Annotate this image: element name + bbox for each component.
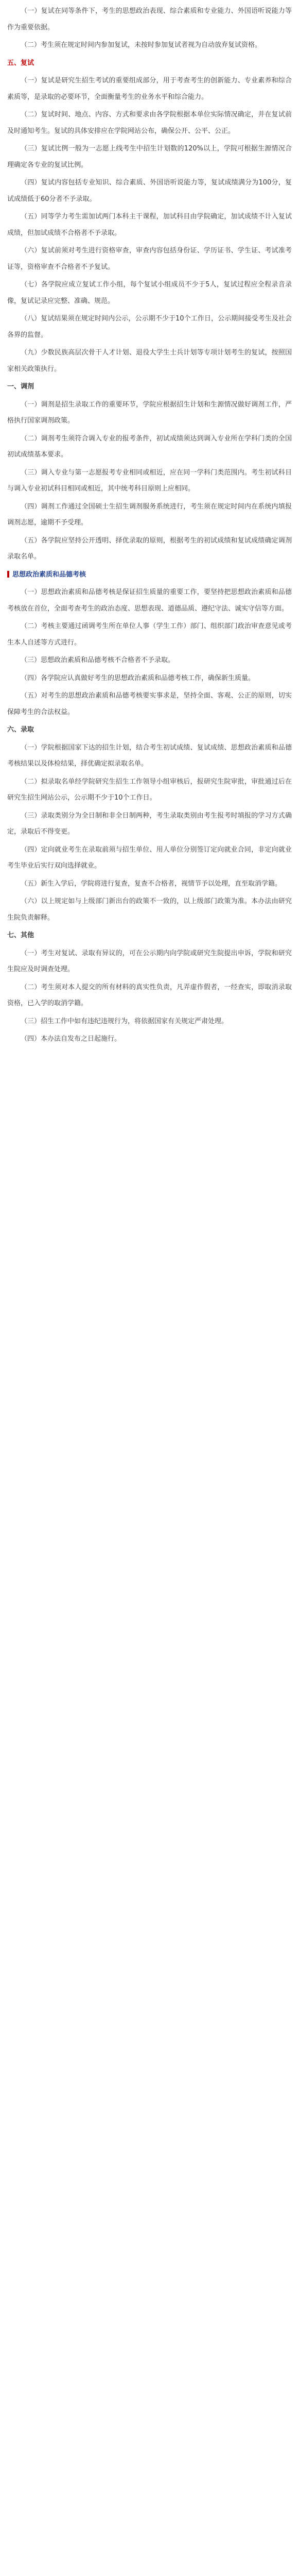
paragraph: （六）以上规定如与上级部门新出台的政策不一致的，以上级部门政策为准。本办法由研究生院负责解释。 [7, 897, 292, 922]
section-heading-text: 一、调剂 [7, 383, 34, 391]
paragraph: （二）考生须在规定时间内参加复试，未按时参加复试者视为自动放弃复试资格。 [21, 41, 262, 49]
section-heading-text: 七、其他 [7, 931, 34, 939]
section-heading [7, 379, 292, 395]
paragraph: （二）调剂考生须符合调入专业的报考条件，初试成绩须达到调入专业所在学科门类的全国初试成绩基本要求。 [7, 434, 292, 459]
paragraph: （三）录取类别分为全日制和非全日制两种，考生录取类别由考生报考时填报的学习方式确定，录取后不得变更。 [7, 811, 292, 836]
paragraph: （二）拟录取名单经学院研究生招生工作领导小组审核后，报研究生院审批，审批通过后在研究生招生网站公示，公示期不少于10个工作日。 [7, 777, 292, 802]
paragraph: （三）复试比例一般为一志愿上线考生中招生计划数的120%以上，学院可根据生源情况合理确定各专业的复试比例。 [7, 145, 292, 169]
paragraph: （一）考生对复试、录取有异议的，可在公示期内向学院或研究生院提出申诉，学院和研究生院应及时调查处理。 [7, 949, 292, 973]
section-heading [7, 927, 292, 944]
section-heading-text: 五、复试 [7, 59, 34, 67]
paragraph: （二）复试时间、地点、内容、方式和要求由各学院根据本单位实际情况确定，并在复试前及时通知考生。复试的具体安排应在学院网站公布，确保公开、公平、公正。 [7, 111, 292, 135]
paragraph: （一）调剂是招生录取工作的重要环节，学院应根据招生计划和生源情况做好调剂工作，严格执行国家调剂政策。 [7, 400, 292, 425]
heading-marker-icon [7, 571, 9, 578]
paragraph: （四）复试内容包括专业知识、综合素质、外国语听说能力等，复试成绩满分为100分，复试成绩低于60分者不予录取。 [7, 179, 292, 203]
paragraph: （七）各学院应成立复试工作小组，每个复试小组成员不少于5人，复试过程应全程录音录像，复试记录应完整、准确、规范。 [7, 281, 292, 305]
paragraph: （四）调剂工作通过全国硕士生招生调剂服务系统进行，考生须在规定时间内在系统内填报调剂志愿，逾期不予受理。 [7, 502, 292, 527]
section-heading [7, 55, 292, 72]
paragraph: （五）新生入学后，学院将进行复查，复查不合格者，视情节予以处理，直至取消学籍。 [21, 879, 282, 888]
section-heading [7, 567, 292, 583]
paragraph: （四）各学院应认真做好考生的思想政治素质和品德考核工作，确保新生质量。 [21, 674, 255, 682]
paragraph: （一）思想政治素质和品德考核是保证招生质量的重要工作，要坚持把思想政治素质和品德考核放在首位，全面考查考生的政治态度、思想表现、道德品质、遵纪守法、诚实守信等方面。 [7, 588, 292, 613]
paragraph: （五）各学院应坚持公开透明、择优录取的原则，根据考生的初试成绩和复试成绩确定调剂录取名单。 [7, 536, 292, 561]
paragraph: （五）同等学力考生需加试两门本科主干课程，加试科目由学院确定，加试成绩不计入复试成绩，但加试成绩不合格者不予录取。 [7, 213, 292, 237]
section-heading-text: 六、录取 [7, 726, 34, 734]
paragraph: （一）复试是研究生招生考试的重要组成部分，用于考查考生的创新能力、专业素养和综合素质等，是录取的必要环节，全面衡量考生的业务水平和综合能力。 [7, 77, 292, 101]
paragraph: （一）学院根据国家下达的招生计划，结合考生初试成绩、复试成绩、思想政治素质和品德考核结果以及体检结果，择优确定拟录取名单。 [7, 743, 292, 768]
paragraph: （二）考生须对本人提交的所有材料的真实性负责，凡弄虚作假者，一经查实，即取消录取资格，已入学的取消学籍。 [7, 983, 292, 1007]
paragraph: （九）少数民族高层次骨干人才计划、退役大学生士兵计划等专项计划考生的复试，按照国家相关政策执行。 [7, 349, 292, 373]
paragraph: （八）复试结果须在规定时间内公示，公示期不少于10个工作日，公示期间接受考生及社会各界的监督。 [7, 315, 292, 339]
paragraph: （三）思想政治素质和品德考核不合格者不予录取。 [21, 656, 175, 664]
paragraph: （六）复试前须对考生进行资格审查，审查内容包括身份证、学历证书、学生证、考试准考证等，资格审查不合格者不予复试。 [7, 247, 292, 271]
paragraph: （三）调入专业与第一志愿报考专业相同或相近，应在同一学科门类范围内。考生初试科目与调入专业初试科目相同或相近，其中统考科目原则上应相同。 [7, 468, 292, 493]
paragraph: （四）本办法自发布之日起施行。 [21, 1035, 121, 1043]
paragraph: （三）招生工作中如有违纪违规行为，将依据国家有关规定严肃处理。 [21, 1017, 228, 1025]
paragraph: （一）复试在同等条件下，考生的思想政治表现、综合素质和专业能力、外国语听说能力等作为重要依据。 [7, 7, 292, 31]
paragraph: （四）定向就业考生在录取前须与招生单位、用人单位分别签订定向就业合同，非定向就业考生毕业后实行双向选择就业。 [7, 845, 292, 870]
section-heading [7, 722, 292, 738]
paragraph: （五）对考生的思想政治素质和品德考核要实事求是，坚持全面、客观、公正的原则，切实保障考生的合法权益。 [7, 692, 292, 716]
paragraph: （二）考核主要通过函调考生所在单位人事（学生工作）部门、组织部门政治审查意见或考生本人自述等方式进行。 [7, 622, 292, 647]
section-heading-text: 思想政治素质和品德考核 [12, 570, 86, 579]
